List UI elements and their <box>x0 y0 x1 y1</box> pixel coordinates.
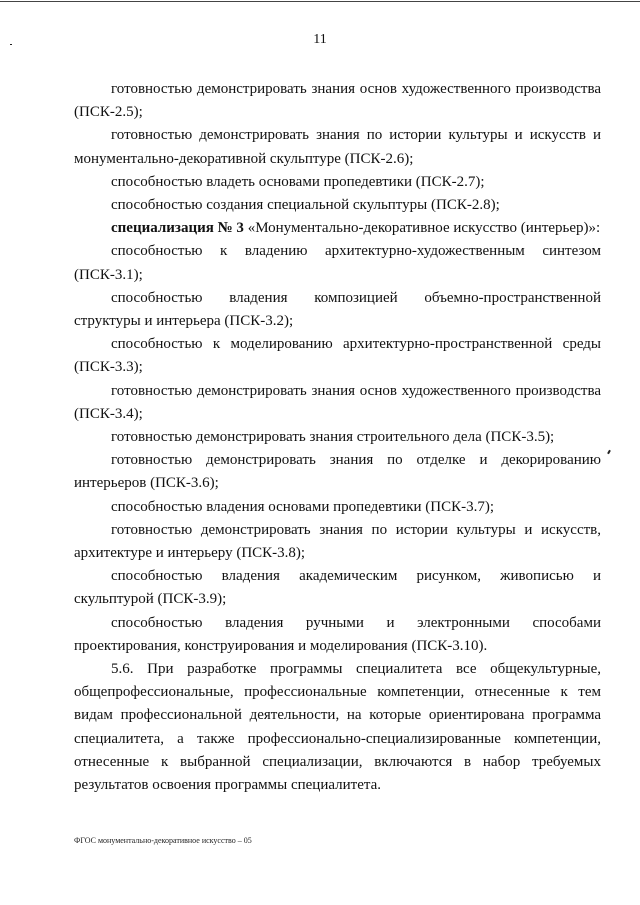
paragraph: 5.6. При разработке программы специалитета все общекультурные, общепрофессиональные, профессиональные компетенции, отнесенные к тем видам профессиональной деятельности, на которые ориентирована программа специалитета, а также профессионально-специализированные компетенции, отнесенные к выбранной специализации, включаются в набор требуемых результатов освоения программы специалитета. <box>74 661 601 794</box>
paragraph: готовностью демонстрировать знания основ художественного производства (ПСК-3.4); <box>74 382 601 422</box>
paragraph: готовностью демонстрировать знания по отделке и декорированию интерьеров (ПСК-3.6); <box>74 452 601 492</box>
paragraph: готовностью демонстрировать знания основ художественного производства (ПСК-2.5); <box>74 81 601 121</box>
footer-text: ФГОС монументально-декоративное искусство – 05 <box>74 836 252 845</box>
paragraph: способностью владеть основами пропедевтики (ПСК-2.7); <box>111 173 485 190</box>
paragraph: способностью к моделированию архитектурно-пространственной среды (ПСК-3.3); <box>74 336 601 376</box>
scan-speck <box>607 450 611 454</box>
paragraph: способностью владения композицией объемно-пространственной структуры и интерьера (ПСК-3.2); <box>74 289 601 330</box>
paragraph: готовностью демонстрировать знания по истории культуры и искусств, архитектуре и интерьеру (ПСК-3.8); <box>74 521 601 562</box>
paragraph: способностью владения основами пропедевтики (ПСК-3.7); <box>111 498 495 515</box>
paragraph: способностью владения академическим рисунком, живописью и скульптурой (ПСК-3.9); <box>74 568 601 608</box>
paragraph: готовностью демонстрировать знания по истории культуры и искусств и монументально-декоративной скульптуре (ПСК-2.6); <box>74 127 601 167</box>
scan-speck <box>10 44 12 45</box>
scan-edge-line <box>0 1 640 2</box>
page-number: 11 <box>313 32 327 47</box>
specialization-label: специализация № 3 <box>111 220 244 237</box>
paragraph: способностью к владению архитектурно-художественным синтезом (ПСК-3.1); <box>74 243 601 283</box>
paragraph: способностью создания специальной скульптуры (ПСК-2.8); <box>111 197 500 214</box>
paragraph: готовностью демонстрировать знания строительного дела (ПСК-3.5); <box>111 429 555 446</box>
document-body <box>74 78 601 797</box>
paragraph: способностью владения ручными и электронными способами проектирования, конструирования и моделирования (ПСК-3.10). <box>74 614 601 654</box>
specialization-heading: специализация № 3 «Монументально-декоративное искусство (интерьер)»: <box>111 220 601 237</box>
